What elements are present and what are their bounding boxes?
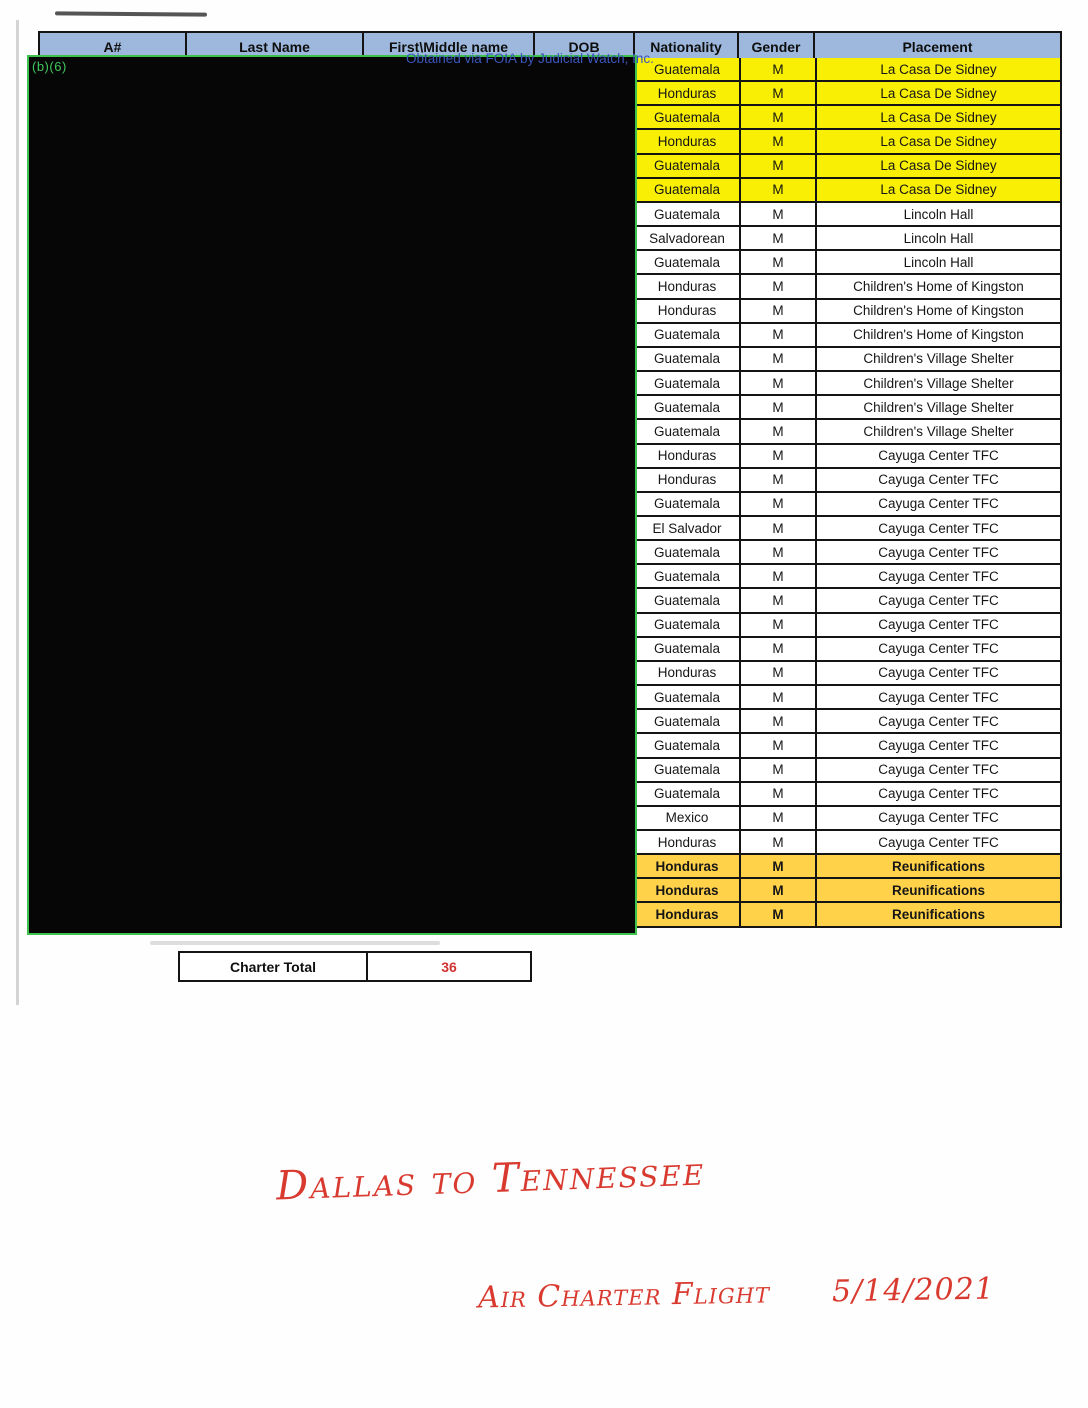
redaction-exemption-label: (b)(6) [32,59,67,74]
nationality-cell: Guatemala [635,106,741,130]
placement-cell: La Casa De Sidney [817,155,1062,179]
gender-cell: M [741,227,817,251]
placement-cell: Cayuga Center TFC [817,469,1062,493]
gender-cell: M [741,517,817,541]
placement-cell: Reunifications [817,855,1062,879]
gender-cell: M [741,565,817,589]
placement-cell: Children's Village Shelter [817,372,1062,396]
placement-cell: Lincoln Hall [817,203,1062,227]
placement-cell: Reunifications [817,903,1062,927]
placement-cell: La Casa De Sidney [817,58,1062,82]
gender-cell: M [741,130,817,154]
placement-cell: Cayuga Center TFC [817,783,1062,807]
placement-cell: Cayuga Center TFC [817,565,1062,589]
placement-cell: Lincoln Hall [817,227,1062,251]
gender-cell: M [741,275,817,299]
charter-total-value: 36 [441,958,457,975]
header-cell: Last Name [187,33,364,60]
header-cell: Gender [739,33,815,60]
placement-cell: Children's Village Shelter [817,348,1062,372]
nationality-cell: Guatemala [635,614,741,638]
header-cell: Placement [902,38,973,55]
nationality-cell: Guatemala [635,420,741,444]
gender-cell: M [741,734,817,758]
placement-cell: Cayuga Center TFC [817,541,1062,565]
nationality-cell: Guatemala [635,759,741,783]
scan-smudge [55,11,207,16]
header-cell: A# [40,33,187,60]
gender-cell: M [741,783,817,807]
nationality-cell: Honduras [635,879,741,903]
header-cell: First\Middle name [364,33,535,60]
charter-total-box [178,951,532,982]
nationality-cell: Honduras [635,275,741,299]
nationality-cell: Guatemala [635,710,741,734]
header-cell: DOB [535,33,635,60]
gender-cell: M [741,179,817,203]
placement-cell: Cayuga Center TFC [817,493,1062,517]
gender-cell: M [741,686,817,710]
gender-cell: M [741,300,817,324]
placement-cell: Children's Village Shelter [817,396,1062,420]
gender-cell: M [741,638,817,662]
placement-cell: Cayuga Center TFC [817,638,1062,662]
placement-cell: La Casa De Sidney [817,82,1062,106]
placement-cell: La Casa De Sidney [817,106,1062,130]
gender-cell: M [741,203,817,227]
gender-cell: M [741,662,817,686]
nationality-cell: Guatemala [635,783,741,807]
placement-cell: Cayuga Center TFC [817,445,1062,469]
placement-cell: Cayuga Center TFC [817,831,1062,855]
gender-cell: M [741,372,817,396]
placement-cell: Cayuga Center TFC [817,662,1062,686]
nationality-cell: Guatemala [635,58,741,82]
placement-cell: Cayuga Center TFC [817,807,1062,831]
charter-total-label: Charter Total [180,953,368,980]
nationality-cell: Guatemala [635,541,741,565]
header-cell: Nationality [635,33,739,60]
gender-cell: M [741,445,817,469]
gender-cell: M [741,807,817,831]
gender-cell: M [741,759,817,783]
gender-cell: M [741,710,817,734]
scan-smudge [150,941,440,945]
nationality-cell: Guatemala [635,251,741,275]
placement-cell: Cayuga Center TFC [817,734,1062,758]
nationality-cell: Guatemala [635,155,741,179]
nationality-cell: Guatemala [635,589,741,613]
nationality-cell: Guatemala [635,396,741,420]
nationality-cell: Guatemala [635,324,741,348]
gender-cell: M [741,589,817,613]
nationality-cell: Guatemala [635,203,741,227]
nationality-cell: Guatemala [635,638,741,662]
gender-cell: M [741,106,817,130]
placement-cell: Children's Home of Kingston [817,300,1062,324]
nationality-cell: Honduras [635,903,741,927]
scan-edge-line [16,20,19,1005]
gender-cell: M [741,831,817,855]
placement-cell: Children's Home of Kingston [817,275,1062,299]
gender-cell: M [741,469,817,493]
handwritten-flight-note [478,1271,995,1315]
gender-cell: M [741,82,817,106]
gender-cell: M [741,541,817,565]
gender-cell: M [741,251,817,275]
placement-cell: Cayuga Center TFC [817,614,1062,638]
gender-cell: M [741,324,817,348]
gender-cell: M [741,493,817,517]
nationality-cell: Guatemala [635,565,741,589]
gender-cell: M [741,420,817,444]
nationality-cell: Honduras [635,445,741,469]
nationality-cell: Honduras [635,662,741,686]
nationality-cell: El Salvador [635,517,741,541]
placement-cell: La Casa De Sidney [817,130,1062,154]
nationality-cell: Mexico [635,807,741,831]
nationality-cell: Guatemala [635,179,741,203]
gender-cell: M [741,396,817,420]
nationality-cell: Guatemala [635,372,741,396]
gender-cell: M [741,855,817,879]
handwritten-date: 5/14/2021 [831,1271,996,1310]
placement-cell: Cayuga Center TFC [817,589,1062,613]
placement-cell: Cayuga Center TFC [817,710,1062,734]
nationality-cell: Guatemala [635,686,741,710]
handwritten-route-note: Dallas to Tennessee [275,1148,706,1210]
nationality-cell: Honduras [635,469,741,493]
placement-cell: Children's Village Shelter [817,420,1062,444]
nationality-cell: Guatemala [635,348,741,372]
foia-watermark: Obtained via FOIA by Judicial Watch, Inc. [406,51,654,66]
handwritten-flight-label: Air Charter Flight [477,1275,771,1316]
gender-cell: M [741,879,817,903]
placement-cell: Reunifications [817,879,1062,903]
placement-cell: La Casa De Sidney [817,179,1062,203]
records-body [633,58,1062,928]
nationality-cell: Honduras [635,130,741,154]
gender-cell: M [741,155,817,179]
nationality-cell: Honduras [635,831,741,855]
redaction-block [27,55,637,935]
nationality-cell: Honduras [635,82,741,106]
gender-cell: M [741,58,817,82]
nationality-cell: Honduras [635,855,741,879]
placement-cell: Cayuga Center TFC [817,759,1062,783]
placement-cell: Cayuga Center TFC [817,517,1062,541]
gender-cell: M [741,903,817,927]
nationality-cell: Salvadorean [635,227,741,251]
gender-cell: M [741,348,817,372]
placement-cell: Cayuga Center TFC [817,686,1062,710]
placement-cell: Lincoln Hall [817,251,1062,275]
nationality-cell: Guatemala [635,734,741,758]
gender-cell: M [741,614,817,638]
nationality-cell: Honduras [635,300,741,324]
nationality-cell: Guatemala [635,493,741,517]
placement-cell: Children's Home of Kingston [817,324,1062,348]
